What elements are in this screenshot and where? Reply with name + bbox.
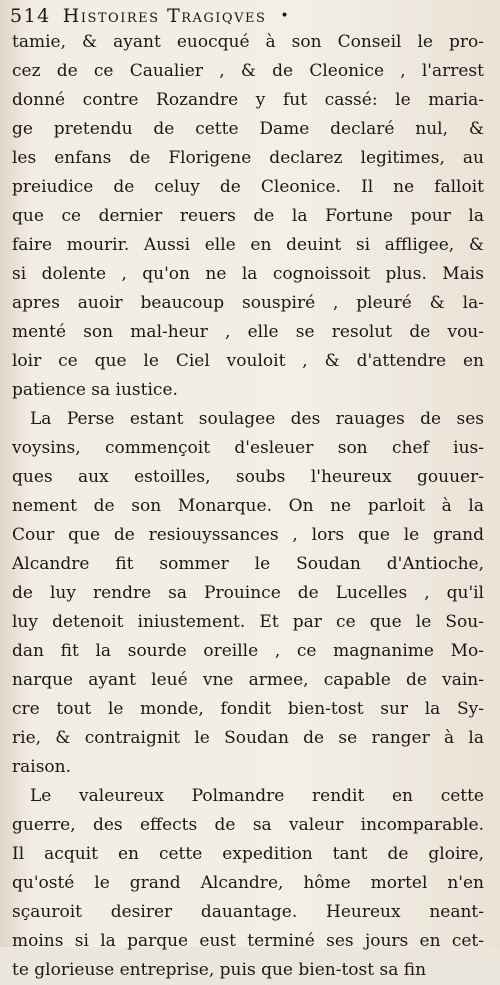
text-line: preiudice de celuy de Cleonice. Il ne falloit	[12, 177, 484, 197]
text-line: te glorieuse entreprise, puis que bien-tost sa fin	[12, 960, 427, 980]
text-line: loir ce que le Ciel vouloit , & d'attendre en	[12, 351, 484, 371]
text-line: menté son mal-heur , elle se resolut de vou-	[12, 322, 484, 342]
text-line: La Perse estant soulagee des rauages de ses	[30, 409, 484, 429]
text-line: guerre, des effects de sa valeur incomparable.	[12, 815, 484, 835]
text-line: rie, & contraignit le Soudan de se ranger à la	[12, 728, 484, 748]
text-line: luy detenoit iniustement. Et par ce que le Sou-	[12, 612, 484, 632]
text-line: apres auoir beaucoup souspiré , pleuré & la-	[12, 293, 484, 313]
text-line: cez de ce Caualier , & de Cleonice , l'arrest	[12, 61, 484, 81]
text-line: tamie, & ayant euocqué à son Conseil le pro-	[12, 32, 484, 52]
text-line: cre tout le monde, fondit bien-tost sur la Sy-	[12, 699, 484, 719]
page-number: 514	[10, 5, 51, 27]
text-line: faire mourir. Aussi elle en deuint si affligee, &	[12, 235, 484, 255]
body-text	[12, 28, 484, 985]
text-line: ques aux estoilles, soubs l'heureux gouuer-	[12, 467, 484, 487]
text-line: les enfans de Florigene declarez legitimes, au	[12, 148, 484, 168]
text-line: de luy rendre sa Prouince de Lucelles , qu'il	[12, 583, 484, 603]
text-line: Cour que de resiouyssances , lors que le grand	[12, 525, 484, 545]
text-line: Le valeureux Polmandre rendit en cette	[30, 786, 484, 806]
text-line: sçauroit desirer dauantage. Heureux neant-	[12, 902, 484, 922]
text-line: Alcandre fit sommer le Soudan d'Antioche,	[12, 554, 484, 574]
text-line: que ce dernier reuers de la Fortune pour la	[12, 206, 484, 226]
text-line: moins si la parque eust terminé ses jours en cet-	[12, 931, 484, 951]
text-line: Il acquit en cette expedition tant de gloire,	[12, 844, 484, 864]
text-line: narque ayant leué vne armee, capable de vain-	[12, 670, 484, 690]
text-line: nement de son Monarque. On ne parloit à la	[12, 496, 484, 516]
text-line: raison.	[12, 757, 72, 777]
text-line: patience sa iustice.	[12, 380, 178, 400]
page-header	[10, 2, 480, 30]
text-line: dan fit la sourde oreille , ce magnanime Mo-	[12, 641, 484, 661]
text-line: ge pretendu de cette Dame declaré nul, &	[12, 119, 484, 139]
text-line: voysins, commençoit d'esleuer son chef ius-	[12, 438, 484, 458]
running-title: Histoires Tragiqves	[62, 5, 267, 27]
text-line: si dolente , qu'on ne la cognoissoit plus. Mais	[12, 264, 484, 284]
text-line: qu'osté le grand Alcandre, hôme mortel n'en	[12, 873, 484, 893]
ornament-icon: •	[280, 8, 291, 24]
text-line: donné contre Rozandre y fut cassé: le maria-	[12, 90, 484, 110]
